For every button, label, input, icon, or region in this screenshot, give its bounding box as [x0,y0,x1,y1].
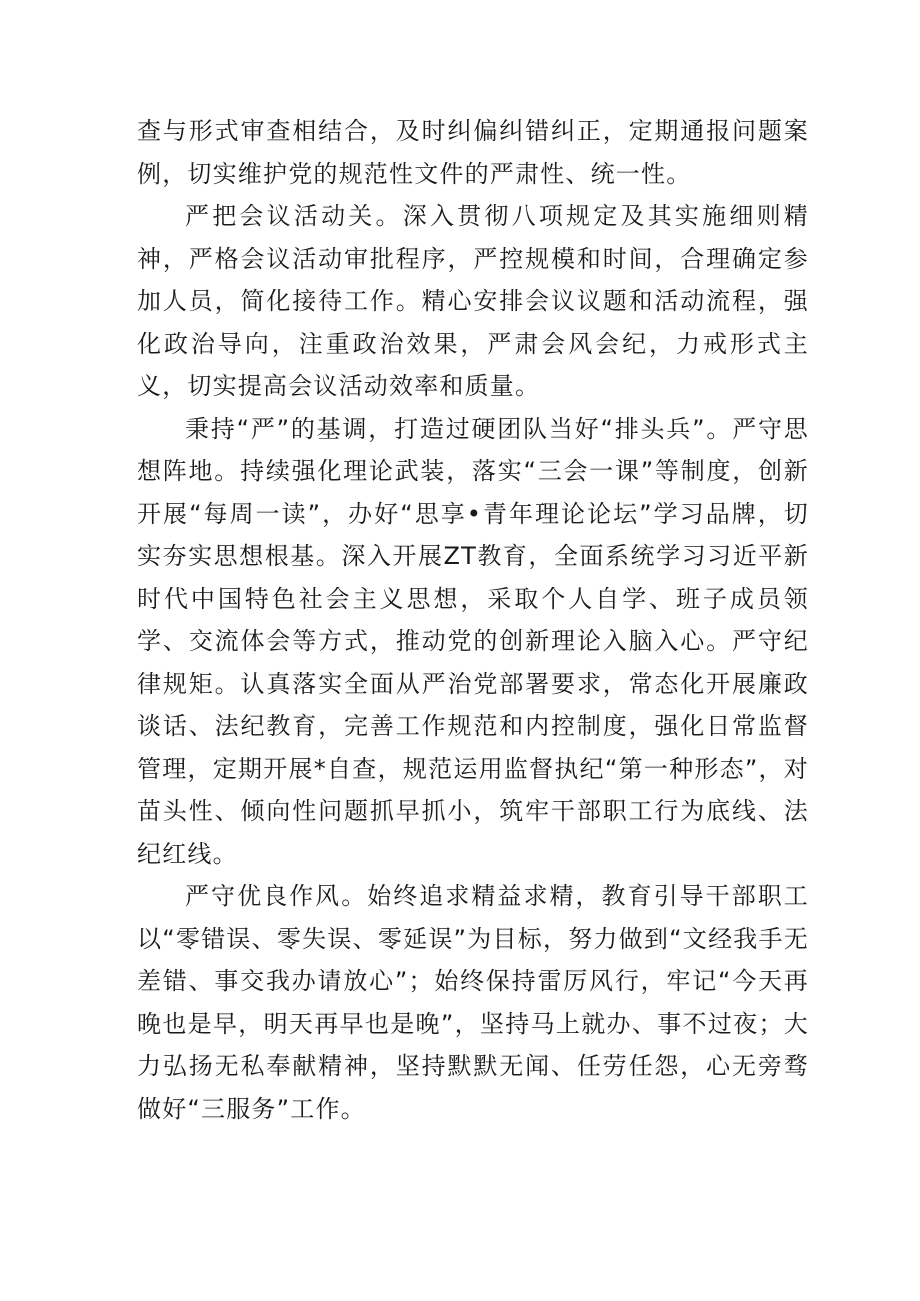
paragraph-continuation: 查与形式审查相结合，及时纠偏纠错纠正，定期通报问题案例，切实维护党的规范性文件的严肃性、统一性。 [137,117,809,188]
paragraph-work-style: 严守优良作风。始终追求精益求精，教育引导干部职工以“零错误、零失误、零延误”为目标，努力做到“文经我手无差错、事交我办请放心”；始终保持雷厉风行，牢记“今天再晚也是早，明天再早也是晚”，坚持马上就办、事不过夜；大力弘扬无私奉献精神，坚持默默无闻、任劳任怨，心无旁骛做好“三服务”工作。 [137,882,809,1123]
paragraph-team-building: 秉持“严”的基调，打造过硬团队当好“排头兵”。严守思想阵地。持续强化理论武装，落实“三会一课”等制度，创新开展“每周一读”，办好“思享•青年理论论坛”学习品牌，切实夯实思想根基。深入开展ZT教育，全面系统学习习近平新时代中国特色社会主义思想，采取个人自学、班子成员领学、交流体会等方式，推动党的创新理论入脑入心。严守纪律规矩。认真落实全面从严治党部署要求，常态化开展廉政谈话、法纪教育，完善工作规范和内控制度，强化日常监督管理，定期开展*自查，规范运用监督执纪“第一种形态”，对苗头性、倾向性问题抓早抓小，筑牢干部职工行为底线、法纪红线。 [137,414,809,868]
document-body [137,110,809,1130]
paragraph-meeting-control: 严把会议活动关。深入贯彻八项规定及其实施细则精神，严格会议活动审批程序，严控规模和时间，合理确定参加人员，简化接待工作。精心安排会议议题和活动流程，强化政治导向，注重政治效果，严肃会风会纪，力戒形式主义，切实提高会议活动效率和质量。 [137,202,809,400]
